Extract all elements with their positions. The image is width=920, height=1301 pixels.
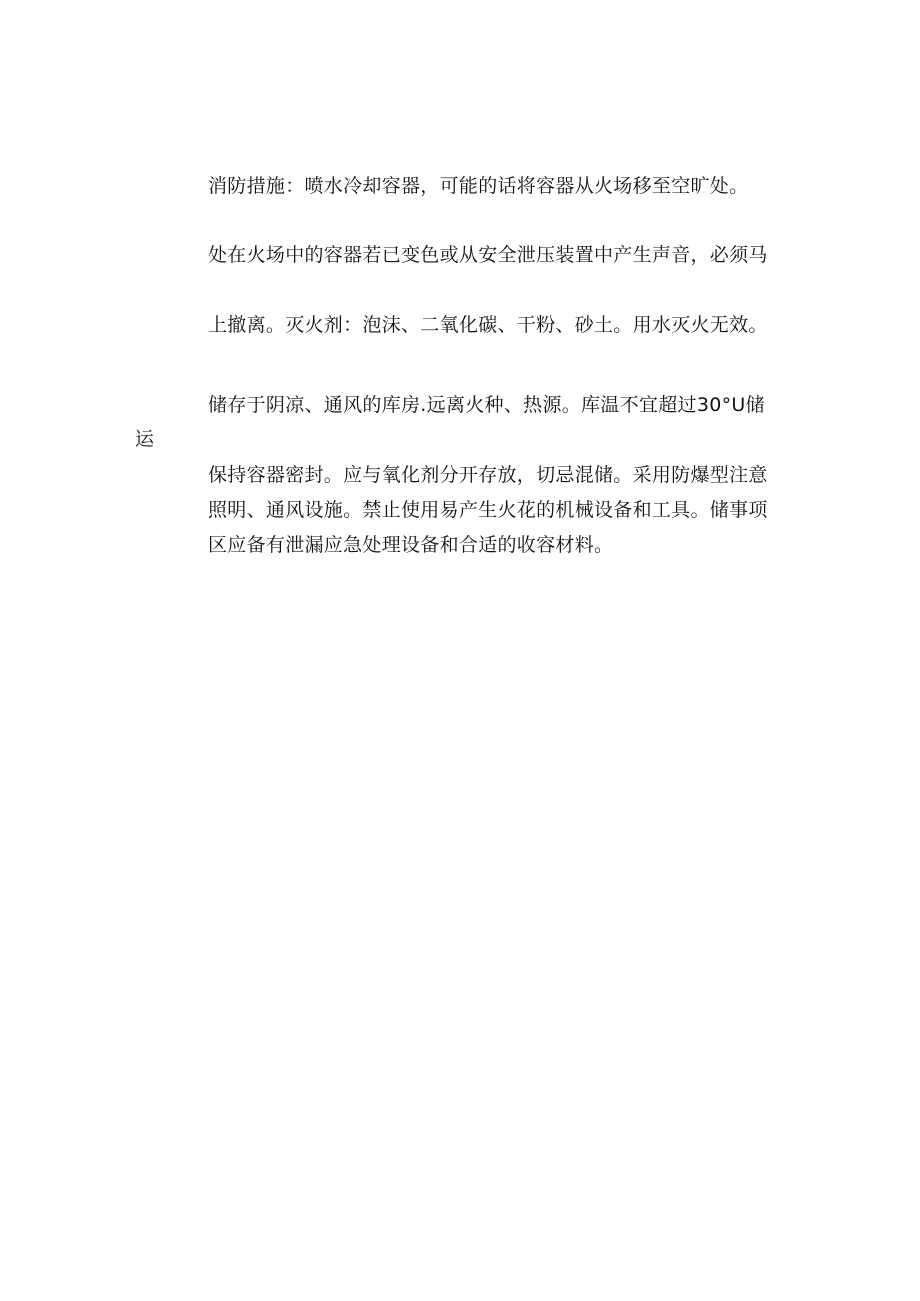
firefighting-line-3: 上撤离。灭火剂：泡沫、二氧化碳、干粉、砂土。用水灭火无效。 [208, 314, 768, 336]
storage-line-4: 区应备有泄漏应急处理设备和合适的收容材料。 [208, 534, 614, 556]
firefighting-line-2: 处在火场中的容器若已变色或从安全泄压装置中产生声音，必须马 [208, 244, 768, 266]
storage-line-1: 储存于阴凉、通风的库房.远离火种、热源。库温不宜超过30°U储 [208, 394, 765, 416]
firefighting-line-1: 消防措施：喷水冷却容器，可能的话将容器从火场移至空旷处。 [208, 175, 749, 197]
storage-section-label: 运 [135, 428, 155, 450]
storage-line-2: 保持容器密封。应与氧化剂分开存放，切忌混储。采用防爆型注意 [208, 464, 768, 486]
storage-line-3: 照明、通风设施。禁止使用易产生火花的机械设备和工具。储事项 [208, 499, 768, 521]
